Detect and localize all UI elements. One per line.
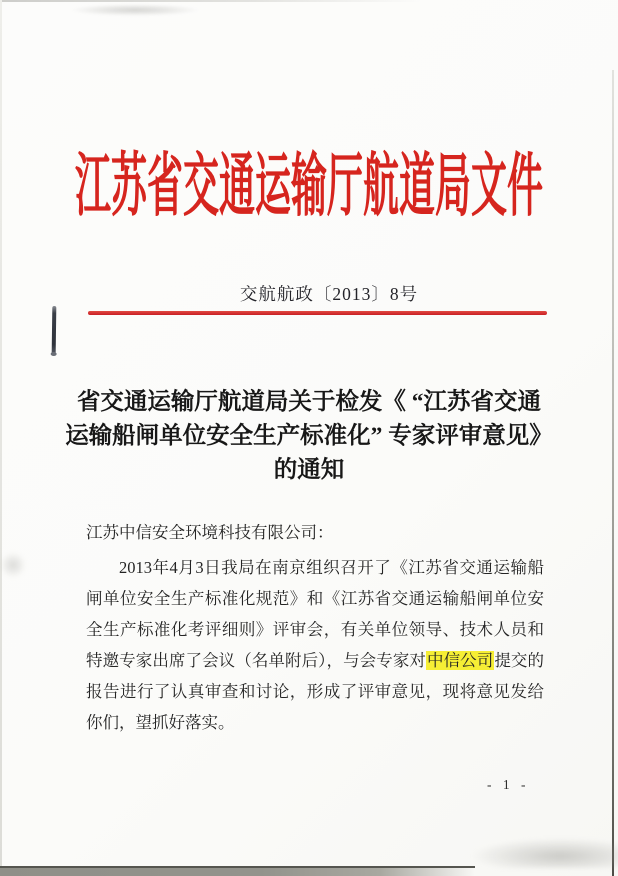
notice-title-line2: 运输船闸单位安全生产标准化” 专家评审意见》 <box>65 423 553 449</box>
scan-edge-top <box>0 0 420 2</box>
scan-smudge-bottom-right <box>470 838 618 868</box>
page-number: - 1 - <box>487 777 530 792</box>
document-number: 交航航政〔2013〕8号 <box>239 284 419 304</box>
notice-title-line1: 省交通运输厅航道局关于检发《 “江苏省交通 <box>76 389 542 415</box>
recipient-salutation: 江苏中信安全环境科技有限公司： <box>86 523 334 542</box>
scan-smudge-top <box>70 4 200 16</box>
scan-edge-left <box>0 0 2 876</box>
body-paragraph <box>86 552 544 738</box>
document-body <box>86 517 544 738</box>
notice-title <box>30 385 588 487</box>
scan-smudge-left-margin <box>0 552 26 578</box>
paragraph-text-after: 提交的报告进行了认真审查和讨论，形成了评审意见，现将意见发给你们，望抓好落实。 <box>86 651 545 732</box>
pen-mark <box>52 306 57 354</box>
notice-title-line3: 的通知 <box>273 457 345 483</box>
scan-edge-bottom <box>0 866 475 876</box>
letterhead-agency-title: 江苏省交通运输厅航道局文件 <box>74 146 543 225</box>
highlighted-company-name: 中信公司 <box>427 651 494 670</box>
paragraph-text-before: 2013年4月3日我局在南京组织召开了《江苏省交通运输船闸单位安全生产标准化规范》和《江苏省交通运输船闸单位安全生产标准化考评细则》评审会，有关单位领导、技术人员和特邀专家出席了会议（名单附后），与会专家对 <box>86 558 544 670</box>
scan-edge-right <box>612 70 614 876</box>
red-divider-line <box>88 311 547 315</box>
